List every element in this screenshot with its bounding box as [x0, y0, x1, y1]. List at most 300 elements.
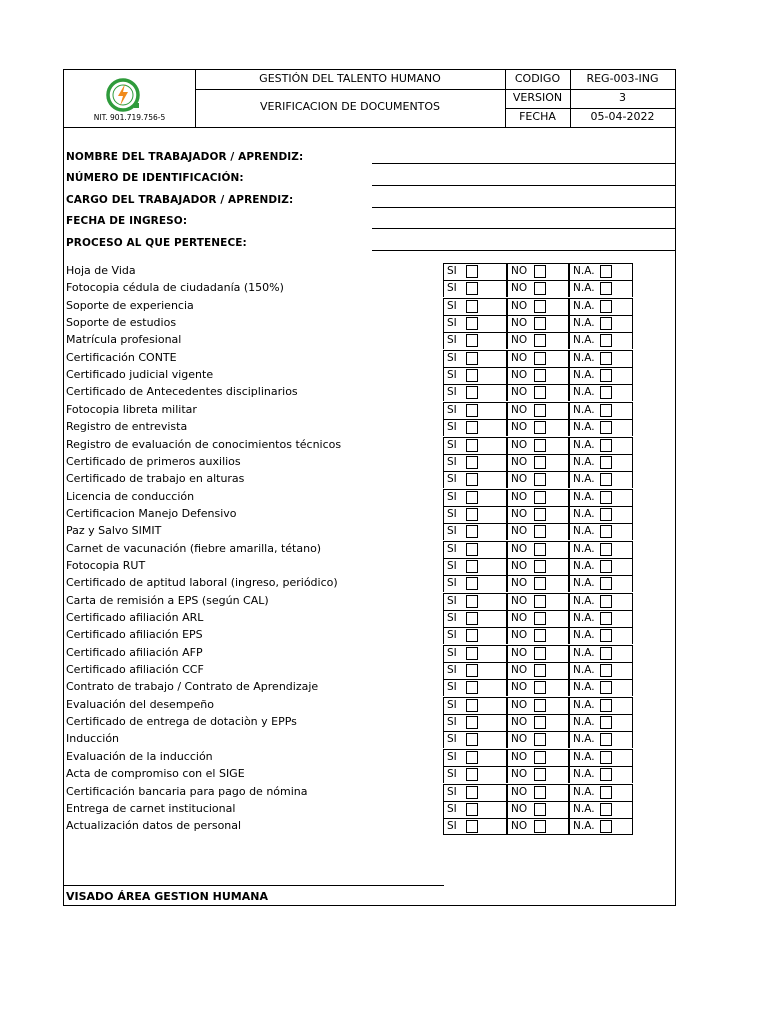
- option-cell-na: [569, 350, 633, 367]
- checklist-item-label: Fotocopia RUT: [66, 558, 146, 572]
- option-cell-no: [507, 350, 569, 367]
- checkbox-si[interactable]: [466, 733, 478, 746]
- option-label-na: N.A.: [573, 716, 595, 729]
- version-value: 3: [619, 91, 626, 104]
- checkbox-na[interactable]: [600, 595, 612, 608]
- option-cell-no: [507, 315, 569, 332]
- option-cell-na: [569, 575, 633, 592]
- option-cell-no: [507, 627, 569, 644]
- option-cell-na: [569, 766, 633, 783]
- checkbox-si[interactable]: [466, 352, 478, 365]
- option-label-na: N.A.: [573, 265, 595, 277]
- option-label-no: NO: [511, 594, 528, 607]
- checkbox-si[interactable]: [466, 525, 478, 538]
- document-sheet: [63, 69, 676, 906]
- checkbox-na[interactable]: [600, 439, 612, 452]
- option-label-si: SI: [447, 490, 457, 503]
- option-label-si: SI: [447, 559, 457, 572]
- checkbox-na[interactable]: [600, 733, 612, 746]
- checkbox-na[interactable]: [600, 751, 612, 764]
- checklist-item-label: Certificado de entrega de dotaciòn y EPPs: [66, 715, 297, 729]
- checklist-item-label: Paz y Salvo SIMIT: [66, 524, 162, 538]
- checkbox-na[interactable]: [600, 300, 612, 313]
- option-cell-no: [507, 679, 569, 696]
- checkbox-no[interactable]: [534, 716, 546, 729]
- option-cell-na: [569, 454, 633, 471]
- option-label-no: NO: [511, 612, 528, 624]
- checkbox-na[interactable]: [600, 508, 612, 521]
- option-label-no: NO: [511, 421, 528, 434]
- option-cell-si: [443, 679, 507, 696]
- checklist-item-label: Acta de compromiso con el SIGE: [66, 767, 245, 781]
- option-label-na: N.A.: [573, 577, 595, 590]
- option-cell-na: [569, 610, 633, 627]
- checklist-item-label: Certificado afiliación AFP: [66, 645, 203, 659]
- checkbox-si[interactable]: [466, 803, 478, 816]
- checklist-item-label: Certificado afiliación ARL: [66, 611, 204, 624]
- option-cell-no: [507, 558, 569, 575]
- option-label-na: N.A.: [573, 820, 595, 833]
- option-label-na: N.A.: [573, 369, 595, 382]
- checkbox-no[interactable]: [534, 560, 546, 573]
- checkbox-na[interactable]: [600, 681, 612, 694]
- checklist-item-label: Registro de entrevista: [66, 420, 188, 434]
- checkbox-no[interactable]: [534, 733, 546, 746]
- checkbox-na[interactable]: [600, 352, 612, 365]
- checkbox-no[interactable]: [534, 629, 546, 642]
- option-label-si: SI: [447, 351, 457, 364]
- option-label-no: NO: [511, 559, 528, 572]
- checkbox-na[interactable]: [600, 664, 612, 677]
- option-cell-na: [569, 749, 633, 766]
- checklist-item-label: Fotocopia cédula de ciudadanía (150%): [66, 281, 284, 295]
- option-label-si: SI: [447, 664, 457, 677]
- checkbox-no[interactable]: [534, 508, 546, 521]
- option-label-no: NO: [511, 820, 528, 833]
- option-cell-si: [443, 419, 507, 436]
- option-label-no: NO: [511, 768, 528, 781]
- codigo-value: REG-003-ING: [586, 72, 659, 85]
- checklist-item-label: Certificado afiliación CCF: [66, 663, 204, 677]
- option-cell-si: [443, 437, 507, 454]
- option-label-no: NO: [511, 646, 528, 659]
- option-label-no: NO: [511, 473, 528, 486]
- option-cell-no: [507, 697, 569, 714]
- checkbox-na[interactable]: [600, 369, 612, 382]
- checklist-item-label: Certificación bancaria para pago de nómina: [66, 784, 308, 798]
- checklist-item-label: Actualización datos de personal: [66, 819, 242, 833]
- option-label-na: N.A.: [573, 802, 595, 815]
- option-cell-na: [569, 714, 633, 731]
- option-label-si: SI: [447, 369, 457, 382]
- option-label-si: SI: [447, 785, 457, 798]
- checkbox-no[interactable]: [534, 543, 546, 556]
- checkbox-no[interactable]: [534, 577, 546, 590]
- option-cell-na: [569, 523, 633, 540]
- checklist-item-label: Registro de evaluación de conocimientos técnicos: [66, 437, 342, 451]
- option-cell-na: [569, 731, 633, 748]
- option-label-si: SI: [447, 265, 457, 277]
- checkbox-na[interactable]: [600, 456, 612, 469]
- checkbox-no[interactable]: [534, 352, 546, 365]
- option-cell-si: [443, 610, 507, 627]
- checklist-item-label: Contrato de trabajo / Contrato de Aprendizaje: [66, 680, 319, 694]
- option-label-si: SI: [447, 455, 457, 468]
- option-label-na: N.A.: [573, 750, 595, 763]
- checkbox-na[interactable]: [600, 560, 612, 573]
- checkbox-na[interactable]: [600, 282, 612, 295]
- option-cell-no: [507, 766, 569, 783]
- option-cell-no: [507, 523, 569, 540]
- checkbox-si[interactable]: [466, 716, 478, 729]
- checklist-item-label: Certificado de primeros auxilios: [66, 454, 241, 468]
- option-label-na: N.A.: [573, 490, 595, 503]
- option-cell-na: [569, 818, 633, 835]
- option-cell-no: [507, 784, 569, 801]
- checkbox-na[interactable]: [600, 699, 612, 712]
- checkbox-si[interactable]: [466, 508, 478, 521]
- checkbox-na[interactable]: [600, 386, 612, 399]
- checkbox-no[interactable]: [534, 300, 546, 313]
- option-cell-no: [507, 384, 569, 401]
- header-title-main: VERIFICACION DE DOCUMENTOS: [259, 100, 441, 113]
- option-label-si: SI: [447, 646, 457, 659]
- option-cell-si: [443, 332, 507, 349]
- option-label-no: NO: [511, 525, 528, 538]
- option-label-no: NO: [511, 455, 528, 468]
- option-cell-no: [507, 489, 569, 506]
- option-label-na: N.A.: [573, 334, 595, 347]
- option-label-na: N.A.: [573, 629, 595, 642]
- option-label-si: SI: [447, 403, 457, 416]
- option-cell-no: [507, 541, 569, 558]
- option-cell-si: [443, 784, 507, 801]
- option-cell-si: [443, 818, 507, 835]
- field-label: NÚMERO DE IDENTIFICACIÓN:: [66, 172, 244, 184]
- field-input-line[interactable]: [372, 207, 676, 208]
- checkbox-na[interactable]: [600, 647, 612, 660]
- option-label-no: NO: [511, 438, 528, 451]
- option-label-si: SI: [447, 421, 457, 434]
- option-label-no: NO: [511, 282, 528, 295]
- option-cell-na: [569, 541, 633, 558]
- option-cell-na: [569, 645, 633, 662]
- option-cell-na: [569, 315, 633, 332]
- option-cell-no: [507, 298, 569, 315]
- option-label-na: N.A.: [573, 664, 595, 677]
- option-label-na: N.A.: [573, 733, 595, 746]
- option-cell-si: [443, 801, 507, 818]
- checkbox-na[interactable]: [600, 612, 612, 625]
- option-cell-no: [507, 263, 569, 280]
- option-label-si: SI: [447, 612, 457, 624]
- option-label-na: N.A.: [573, 403, 595, 416]
- option-label-no: NO: [511, 664, 528, 677]
- document-header: [64, 70, 675, 128]
- option-label-na: N.A.: [573, 559, 595, 572]
- option-cell-no: [507, 731, 569, 748]
- checkbox-na[interactable]: [600, 491, 612, 504]
- checkbox-no[interactable]: [534, 786, 546, 799]
- option-label-na: N.A.: [573, 612, 595, 624]
- checklist-item-label: Carnet de vacunación (fiebre amarilla, tétano): [66, 541, 322, 555]
- fecha-value: 05-04-2022: [590, 110, 655, 123]
- checkbox-na[interactable]: [600, 629, 612, 642]
- company-logo-icon: [104, 76, 142, 114]
- option-label-na: N.A.: [573, 386, 595, 399]
- option-label-na: N.A.: [573, 299, 595, 312]
- option-cell-no: [507, 506, 569, 523]
- checkbox-na[interactable]: [600, 716, 612, 729]
- option-label-si: SI: [447, 334, 457, 347]
- checkbox-si[interactable]: [466, 369, 478, 382]
- option-cell-na: [569, 558, 633, 575]
- checkbox-no[interactable]: [534, 473, 546, 486]
- checkbox-na[interactable]: [600, 473, 612, 486]
- option-label-na: N.A.: [573, 351, 595, 364]
- option-label-na: N.A.: [573, 768, 595, 781]
- checkbox-na[interactable]: [600, 577, 612, 590]
- option-cell-si: [443, 315, 507, 332]
- option-label-na: N.A.: [573, 421, 595, 434]
- option-label-si: SI: [447, 577, 457, 590]
- option-label-si: SI: [447, 507, 457, 520]
- option-label-no: NO: [511, 403, 528, 416]
- option-cell-si: [443, 645, 507, 662]
- checkbox-si[interactable]: [466, 699, 478, 712]
- checkbox-si[interactable]: [466, 768, 478, 781]
- checkbox-si[interactable]: [466, 612, 478, 625]
- option-cell-si: [443, 263, 507, 280]
- option-cell-si: [443, 697, 507, 714]
- option-label-no: NO: [511, 265, 528, 277]
- checkbox-na[interactable]: [600, 803, 612, 816]
- checkbox-si[interactable]: [466, 386, 478, 399]
- option-cell-no: [507, 818, 569, 835]
- checkbox-si[interactable]: [466, 751, 478, 764]
- checkbox-si[interactable]: [466, 647, 478, 660]
- visado-label: VISADO ÁREA GESTION HUMANA: [66, 890, 268, 903]
- checkbox-si[interactable]: [466, 491, 478, 504]
- checkbox-no[interactable]: [534, 491, 546, 504]
- option-label-si: SI: [447, 473, 457, 486]
- option-label-no: NO: [511, 629, 528, 642]
- checkbox-na[interactable]: [600, 543, 612, 556]
- checkbox-no[interactable]: [534, 456, 546, 469]
- checkbox-no[interactable]: [534, 265, 546, 278]
- checkbox-no[interactable]: [534, 612, 546, 625]
- option-label-na: N.A.: [573, 594, 595, 607]
- field-label: PROCESO AL QUE PERTENECE:: [66, 237, 247, 249]
- option-label-si: SI: [447, 802, 457, 815]
- option-label-no: NO: [511, 369, 528, 382]
- checkbox-no[interactable]: [534, 820, 546, 833]
- option-cell-si: [443, 367, 507, 384]
- checklist-item-label: Evaluación de la inducción: [66, 749, 213, 763]
- checklist-item-label: Hoja de Vida: [66, 264, 136, 277]
- checkbox-no[interactable]: [534, 282, 546, 295]
- option-label-no: NO: [511, 299, 528, 312]
- option-cell-na: [569, 263, 633, 280]
- checkbox-no[interactable]: [534, 525, 546, 538]
- checkbox-no[interactable]: [534, 334, 546, 347]
- checkbox-si[interactable]: [466, 664, 478, 677]
- option-cell-si: [443, 766, 507, 783]
- checkbox-no[interactable]: [534, 386, 546, 399]
- checkbox-si[interactable]: [466, 404, 478, 417]
- checkbox-no[interactable]: [534, 421, 546, 434]
- checkbox-si[interactable]: [466, 421, 478, 434]
- checkbox-si[interactable]: [466, 820, 478, 833]
- checklist-item-label: Certificado de aptitud laboral (ingreso, periódico): [66, 576, 338, 590]
- checklist-item-label: Certificado de Antecedentes disciplinarios: [66, 385, 298, 399]
- option-cell-no: [507, 402, 569, 419]
- signature-line[interactable]: [64, 885, 444, 886]
- option-cell-no: [507, 454, 569, 471]
- option-cell-na: [569, 419, 633, 436]
- checkbox-na[interactable]: [600, 525, 612, 538]
- checkbox-si[interactable]: [466, 317, 478, 330]
- checklist-item-label: Soporte de experiencia: [66, 298, 194, 312]
- option-cell-na: [569, 280, 633, 297]
- option-label-no: NO: [511, 681, 528, 694]
- checklist-item-label: Evaluación del desempeño: [66, 697, 214, 711]
- checkbox-si[interactable]: [466, 334, 478, 347]
- option-label-na: N.A.: [573, 317, 595, 330]
- checklist-item-label: Licencia de conducción: [66, 489, 195, 503]
- option-label-na: N.A.: [573, 438, 595, 451]
- option-label-si: SI: [447, 282, 457, 295]
- option-cell-no: [507, 801, 569, 818]
- option-cell-si: [443, 593, 507, 610]
- option-label-si: SI: [447, 594, 457, 607]
- option-label-no: NO: [511, 577, 528, 590]
- option-label-na: N.A.: [573, 455, 595, 468]
- codigo-label: CODIGO: [514, 72, 561, 85]
- checklist-item-label: Certificacion Manejo Defensivo: [66, 506, 237, 520]
- checkbox-na[interactable]: [600, 820, 612, 833]
- checkbox-no[interactable]: [534, 664, 546, 677]
- checkbox-si[interactable]: [466, 629, 478, 642]
- checkbox-no[interactable]: [534, 751, 546, 764]
- option-label-no: NO: [511, 542, 528, 555]
- fecha-label: FECHA: [519, 110, 556, 123]
- checklist-item-label: Certificado afiliación EPS: [66, 628, 203, 642]
- option-cell-no: [507, 662, 569, 679]
- checklist-item-label: Inducción: [66, 732, 120, 746]
- field-input-line[interactable]: [372, 163, 676, 164]
- checkbox-na[interactable]: [600, 768, 612, 781]
- option-cell-no: [507, 367, 569, 384]
- option-cell-si: [443, 575, 507, 592]
- option-cell-na: [569, 801, 633, 818]
- option-cell-no: [507, 610, 569, 627]
- checkbox-no[interactable]: [534, 595, 546, 608]
- checkbox-no[interactable]: [534, 699, 546, 712]
- option-cell-na: [569, 593, 633, 610]
- option-cell-na: [569, 506, 633, 523]
- field-input-line[interactable]: [372, 185, 676, 186]
- option-label-na: N.A.: [573, 646, 595, 659]
- checkbox-no[interactable]: [534, 647, 546, 660]
- checkbox-si[interactable]: [466, 786, 478, 799]
- checklist-item-label: Fotocopia libreta militar: [66, 402, 197, 416]
- checkbox-si[interactable]: [466, 681, 478, 694]
- option-cell-si: [443, 541, 507, 558]
- checkbox-no[interactable]: [534, 369, 546, 382]
- checkbox-si[interactable]: [466, 300, 478, 313]
- option-label-no: NO: [511, 716, 528, 729]
- option-cell-no: [507, 714, 569, 731]
- checkbox-no[interactable]: [534, 768, 546, 781]
- option-cell-no: [507, 575, 569, 592]
- checkbox-no[interactable]: [534, 803, 546, 816]
- checkbox-no[interactable]: [534, 404, 546, 417]
- checkbox-si[interactable]: [466, 543, 478, 556]
- checkbox-si[interactable]: [466, 560, 478, 573]
- option-cell-no: [507, 280, 569, 297]
- option-label-no: NO: [511, 386, 528, 399]
- checkbox-na[interactable]: [600, 786, 612, 799]
- option-cell-na: [569, 679, 633, 696]
- checkbox-si[interactable]: [466, 456, 478, 469]
- checkbox-si[interactable]: [466, 577, 478, 590]
- checkbox-na[interactable]: [600, 265, 612, 278]
- field-input-line[interactable]: [372, 250, 676, 251]
- option-cell-si: [443, 402, 507, 419]
- checkbox-no[interactable]: [534, 439, 546, 452]
- option-label-no: NO: [511, 733, 528, 746]
- checkbox-na[interactable]: [600, 421, 612, 434]
- checkbox-si[interactable]: [466, 265, 478, 278]
- option-cell-si: [443, 298, 507, 315]
- option-cell-no: [507, 645, 569, 662]
- option-label-si: SI: [447, 820, 457, 833]
- option-label-na: N.A.: [573, 282, 595, 295]
- checkbox-si[interactable]: [466, 282, 478, 295]
- checkbox-na[interactable]: [600, 404, 612, 417]
- option-cell-si: [443, 280, 507, 297]
- option-label-na: N.A.: [573, 507, 595, 520]
- checkbox-na[interactable]: [600, 317, 612, 330]
- version-label: VERSION: [512, 91, 563, 104]
- option-label-no: NO: [511, 750, 528, 763]
- option-cell-na: [569, 402, 633, 419]
- field-input-line[interactable]: [372, 228, 676, 229]
- option-label-na: N.A.: [573, 473, 595, 486]
- checklist-item-label: Entrega de carnet institucional: [66, 801, 236, 815]
- checkbox-si[interactable]: [466, 473, 478, 486]
- option-label-si: SI: [447, 629, 457, 642]
- option-label-si: SI: [447, 733, 457, 746]
- option-cell-na: [569, 489, 633, 506]
- checkbox-no[interactable]: [534, 681, 546, 694]
- checkbox-si[interactable]: [466, 439, 478, 452]
- checklist-item-label: Certificado de trabajo en alturas: [66, 472, 245, 486]
- option-label-no: NO: [511, 334, 528, 347]
- option-cell-si: [443, 714, 507, 731]
- company-nit: NIT. 901.719.756-5: [93, 113, 166, 122]
- option-label-si: SI: [447, 698, 457, 711]
- checkbox-na[interactable]: [600, 334, 612, 347]
- option-label-no: NO: [511, 490, 528, 503]
- checkbox-si[interactable]: [466, 595, 478, 608]
- option-cell-no: [507, 332, 569, 349]
- option-label-na: N.A.: [573, 698, 595, 711]
- option-cell-na: [569, 384, 633, 401]
- option-cell-si: [443, 489, 507, 506]
- checkbox-no[interactable]: [534, 317, 546, 330]
